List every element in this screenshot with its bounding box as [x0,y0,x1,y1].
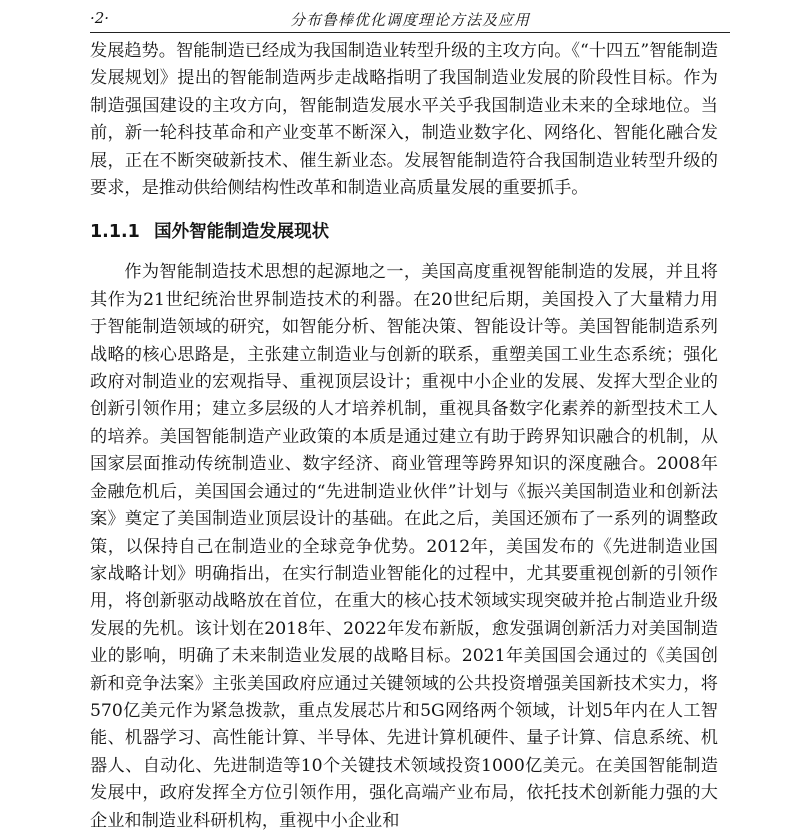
page-number: ·2· [90,9,110,27]
body-paragraph: 作为智能制造技术思想的起源地之一，美国高度重视智能制造的发展，并且将其作为21世纪统治世界制造技术的利器。在20世纪后期，美国投入了大量精力用于智能制造领域的研究，如智能分析、智能决策、智能设计等。美国智能制造系列战略的核心思路是，主张建立制造业与创新的联系，重塑美国工业生态系统；强化政府对制造业的宏观指导、重视顶层设计；重视中小企业的发展、发挥大型企业的创新引领作用；建立多层级的人才培养机制，重视具备数字化素养的新型技术工人的培养。美国智能制造产业政策的本质是通过建立有助于跨界知识融合的机制，从国家层面推动传统制造业、数字经济、商业管理等跨界知识的深度融合。2008年金融危机后，美国国会通过的“先进制造业伙伴”计划与《振兴美国制造业和创新法案》奠定了美国制造业顶层设计的基础。在此之后，美国还颁布了一系列的调整政策，以保持自己在制造业的全球竞争优势。2012年，美国发布的《先进制造业国家战略计划》明确指出，在实行制造业智能化的过程中，尤其要重视创新的引领作用，将创新驱动战略放在首位，在重大的核心技术领域实现突破并抢占制造业升级发展的先机。该计划在2018年、2022年发布新版，愈发强调创新活力对美国制造业的影响，明确了未来制造业发展的战略目标。2021年美国国会通过的《美国创新和竞争法案》主张美国政府应通过关键领域的公共投资增强美国新技术实力，将570亿美元作为紧急拨款，重点发展芯片和5G网络两个领域，计划5年内在人工智能、机器学习、高性能计算、半导体、先进计算机硬件、量子计算、信息系统、机器人、自动化、先进制造等10个关键技术领域投资1000亿美元。在美国智能制造发展中，政府发挥全方位引领作用，强化高端产业布局，依托技术创新能力强的大企业和制造业科研机构，重视中小企业和 [90,262,718,831]
page-header [90,6,730,33]
section-heading [90,220,718,244]
section-title: 国外智能制造发展现状 [154,222,330,243]
running-title: 分布鲁棒优化调度理论方法及应用 [290,11,531,29]
intro-paragraph: 发展趋势。智能制造已经成为我国制造业转型升级的主攻方向。《“十四五”智能制造发展规划》提出的智能制造两步走战略指明了我国制造业发展的阶段性目标。作为制造强国建设的主攻方向，智能制造发展水平关乎我国制造业未来的全球地位。当前，新一轮科技革命和产业变革不断深入，制造业数字化、网络化、智能化融合发展，正在不断突破新技术、催生新业态。发展智能制造符合我国制造业转型升级的要求，是推动供给侧结构性改革和制造业高质量发展的重要抓手。 [90,41,718,199]
section-number: 1.1.1 [90,222,140,243]
page-body [90,38,718,835]
